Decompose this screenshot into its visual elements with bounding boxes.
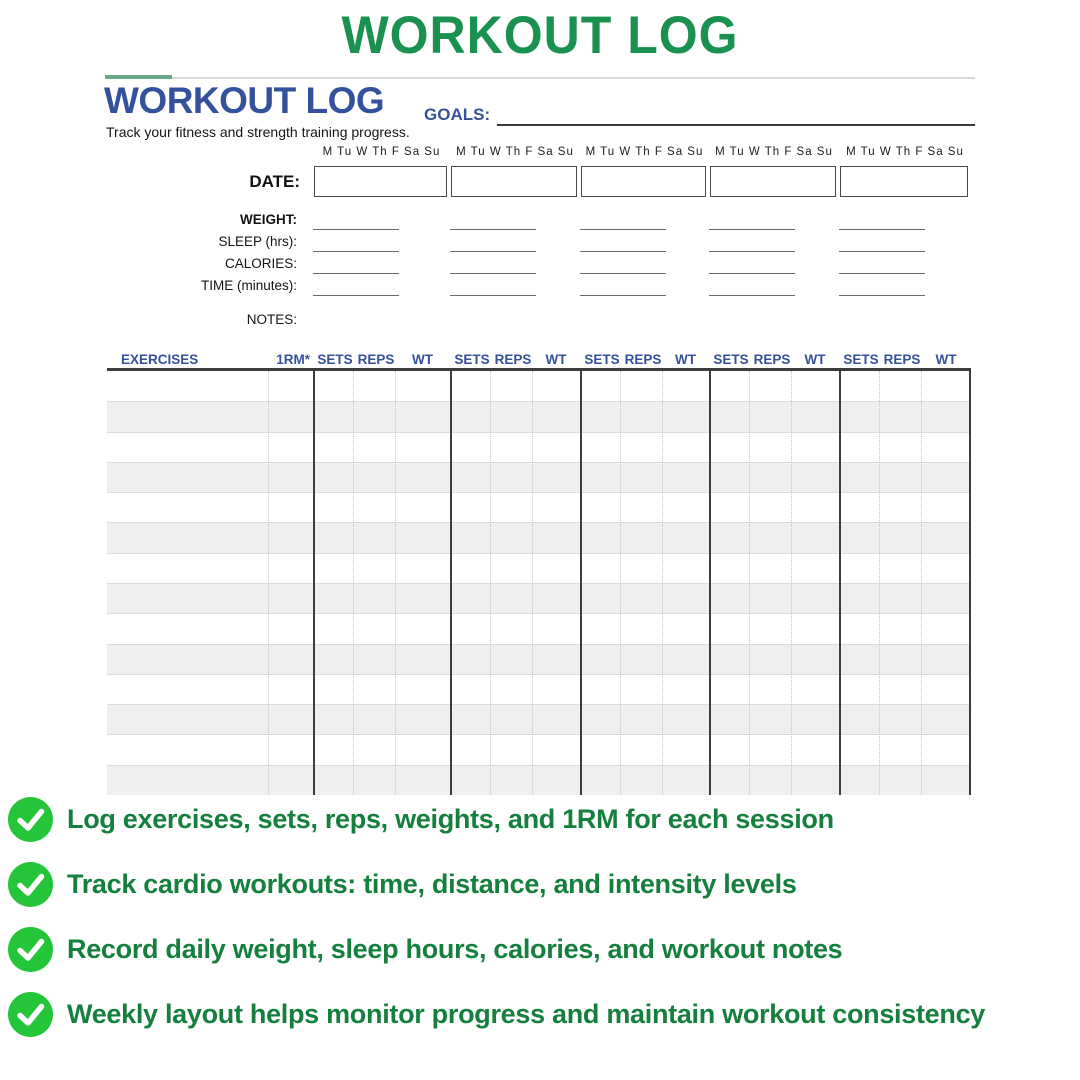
- exercise-table-body: [107, 371, 971, 795]
- metric-underline: [450, 251, 536, 252]
- table-gridline-solid: [709, 371, 711, 795]
- metric-label: SLEEP (hrs):: [218, 234, 297, 249]
- table-row: [107, 432, 971, 462]
- table-row: [107, 644, 971, 674]
- table-gridline-dotted: [749, 371, 750, 795]
- metric-underline: [839, 229, 925, 230]
- metric-underline: [580, 229, 666, 230]
- metric-underline: [450, 273, 536, 274]
- goals-blank-line: [497, 105, 975, 126]
- metric-underline: [839, 273, 925, 274]
- metric-underline: [839, 295, 925, 296]
- document-subtitle: Track your fitness and strength training progress.: [106, 124, 410, 140]
- table-gridline-dotted: [879, 371, 880, 795]
- table-gridline-dotted: [620, 371, 621, 795]
- metric-underline: [580, 273, 666, 274]
- set-header-sets: SETS: [317, 352, 353, 367]
- set-header-wt: WT: [804, 352, 826, 367]
- table-row: [107, 674, 971, 704]
- check-icon: [8, 862, 53, 907]
- goals-label: GOALS:: [424, 105, 491, 124]
- table-row: [107, 462, 971, 492]
- metric-underline: [450, 229, 536, 230]
- table-gridline-solid: [313, 371, 315, 795]
- set-header-wt: WT: [545, 352, 567, 367]
- set-header-wt: WT: [675, 352, 696, 367]
- metric-underline: [313, 273, 399, 274]
- metric-underline: [580, 295, 666, 296]
- table-gridline-dotted: [791, 371, 792, 795]
- feature-item: [8, 862, 797, 907]
- table-gridline-solid: [580, 371, 582, 795]
- week-day-header: M Tu W Th F Sa Su: [322, 146, 441, 158]
- metric-underline: [313, 295, 399, 296]
- metric-label: CALORIES:: [224, 256, 297, 271]
- set-header-sets: SETS: [713, 352, 749, 367]
- metric-underline: [450, 295, 536, 296]
- table-gridline-dotted: [353, 371, 354, 795]
- table-row: [107, 522, 971, 552]
- metric-underline: [709, 229, 795, 230]
- feature-item: [8, 927, 842, 972]
- check-icon: [8, 927, 53, 972]
- set-header-reps: REPS: [624, 352, 662, 367]
- date-box: [840, 166, 968, 197]
- week-day-header: M Tu W Th F Sa Su: [846, 146, 964, 158]
- set-header-reps: REPS: [494, 352, 532, 367]
- table-row: [107, 613, 971, 643]
- table-row: [107, 553, 971, 583]
- table-gridline-dotted: [532, 371, 533, 795]
- set-header-sets: SETS: [454, 352, 490, 367]
- feature-text: Record daily weight, sleep hours, calories, and workout notes: [67, 934, 843, 964]
- table-gridline-dotted: [395, 371, 396, 795]
- set-header-wt: WT: [935, 352, 957, 367]
- set-header-reps: REPS: [883, 352, 921, 367]
- date-box: [581, 166, 706, 197]
- check-icon: [8, 797, 53, 842]
- set-header-reps: REPS: [753, 352, 791, 367]
- table-gridline-dotted: [921, 371, 922, 795]
- metric-label: TIME (minutes):: [200, 278, 297, 293]
- set-header-sets: SETS: [584, 352, 620, 367]
- exercises-column-header: EXERCISES: [121, 352, 199, 367]
- metric-underline: [580, 251, 666, 252]
- metric-underline: [709, 251, 795, 252]
- feature-text: Log exercises, sets, reps, weights, and 1RM for each session: [67, 804, 834, 834]
- table-row: [107, 734, 971, 764]
- table-row: [107, 704, 971, 734]
- metric-label: WEIGHT:: [240, 212, 297, 227]
- feature-item: [8, 797, 834, 842]
- week-day-header: M Tu W Th F Sa Su: [715, 146, 833, 158]
- set-header-wt: WT: [412, 352, 433, 367]
- metric-underline: [839, 251, 925, 252]
- accent-rule-green: [105, 75, 172, 79]
- feature-text: Track cardio workouts: time, distance, and intensity levels: [67, 869, 797, 899]
- table-row: [107, 583, 971, 613]
- banner-title: WORKOUT LOG: [341, 5, 739, 65]
- feature-text: Weekly layout helps monitor progress and maintain workout consistency: [67, 999, 986, 1029]
- table-row: [107, 765, 971, 795]
- table-row: [107, 492, 971, 522]
- table-gridline-dotted: [490, 371, 491, 795]
- table-gridline-solid: [450, 371, 452, 795]
- metric-underline: [313, 251, 399, 252]
- feature-item: [8, 992, 985, 1037]
- notes-label: NOTES:: [246, 312, 297, 327]
- metric-underline: [313, 229, 399, 230]
- metric-underline: [709, 295, 795, 296]
- one-rm-column-header: 1RM*: [276, 352, 310, 367]
- set-header-sets: SETS: [843, 352, 879, 367]
- accent-rule-gray: [172, 77, 975, 79]
- week-day-header: M Tu W Th F Sa Su: [456, 146, 574, 158]
- date-box: [710, 166, 836, 197]
- check-icon: [8, 992, 53, 1037]
- date-label: DATE:: [249, 172, 300, 191]
- date-box: [314, 166, 447, 197]
- document-title: WORKOUT LOG: [104, 80, 385, 121]
- metric-underline: [709, 273, 795, 274]
- table-row: [107, 401, 971, 431]
- table-gridline-solid: [839, 371, 841, 795]
- set-header-reps: REPS: [357, 352, 395, 367]
- table-row: [107, 371, 971, 401]
- table-gridline-dotted: [268, 371, 269, 795]
- table-gridline-dotted: [662, 371, 663, 795]
- date-box: [451, 166, 577, 197]
- week-day-header: M Tu W Th F Sa Su: [585, 146, 704, 158]
- table-right-border: [969, 371, 971, 795]
